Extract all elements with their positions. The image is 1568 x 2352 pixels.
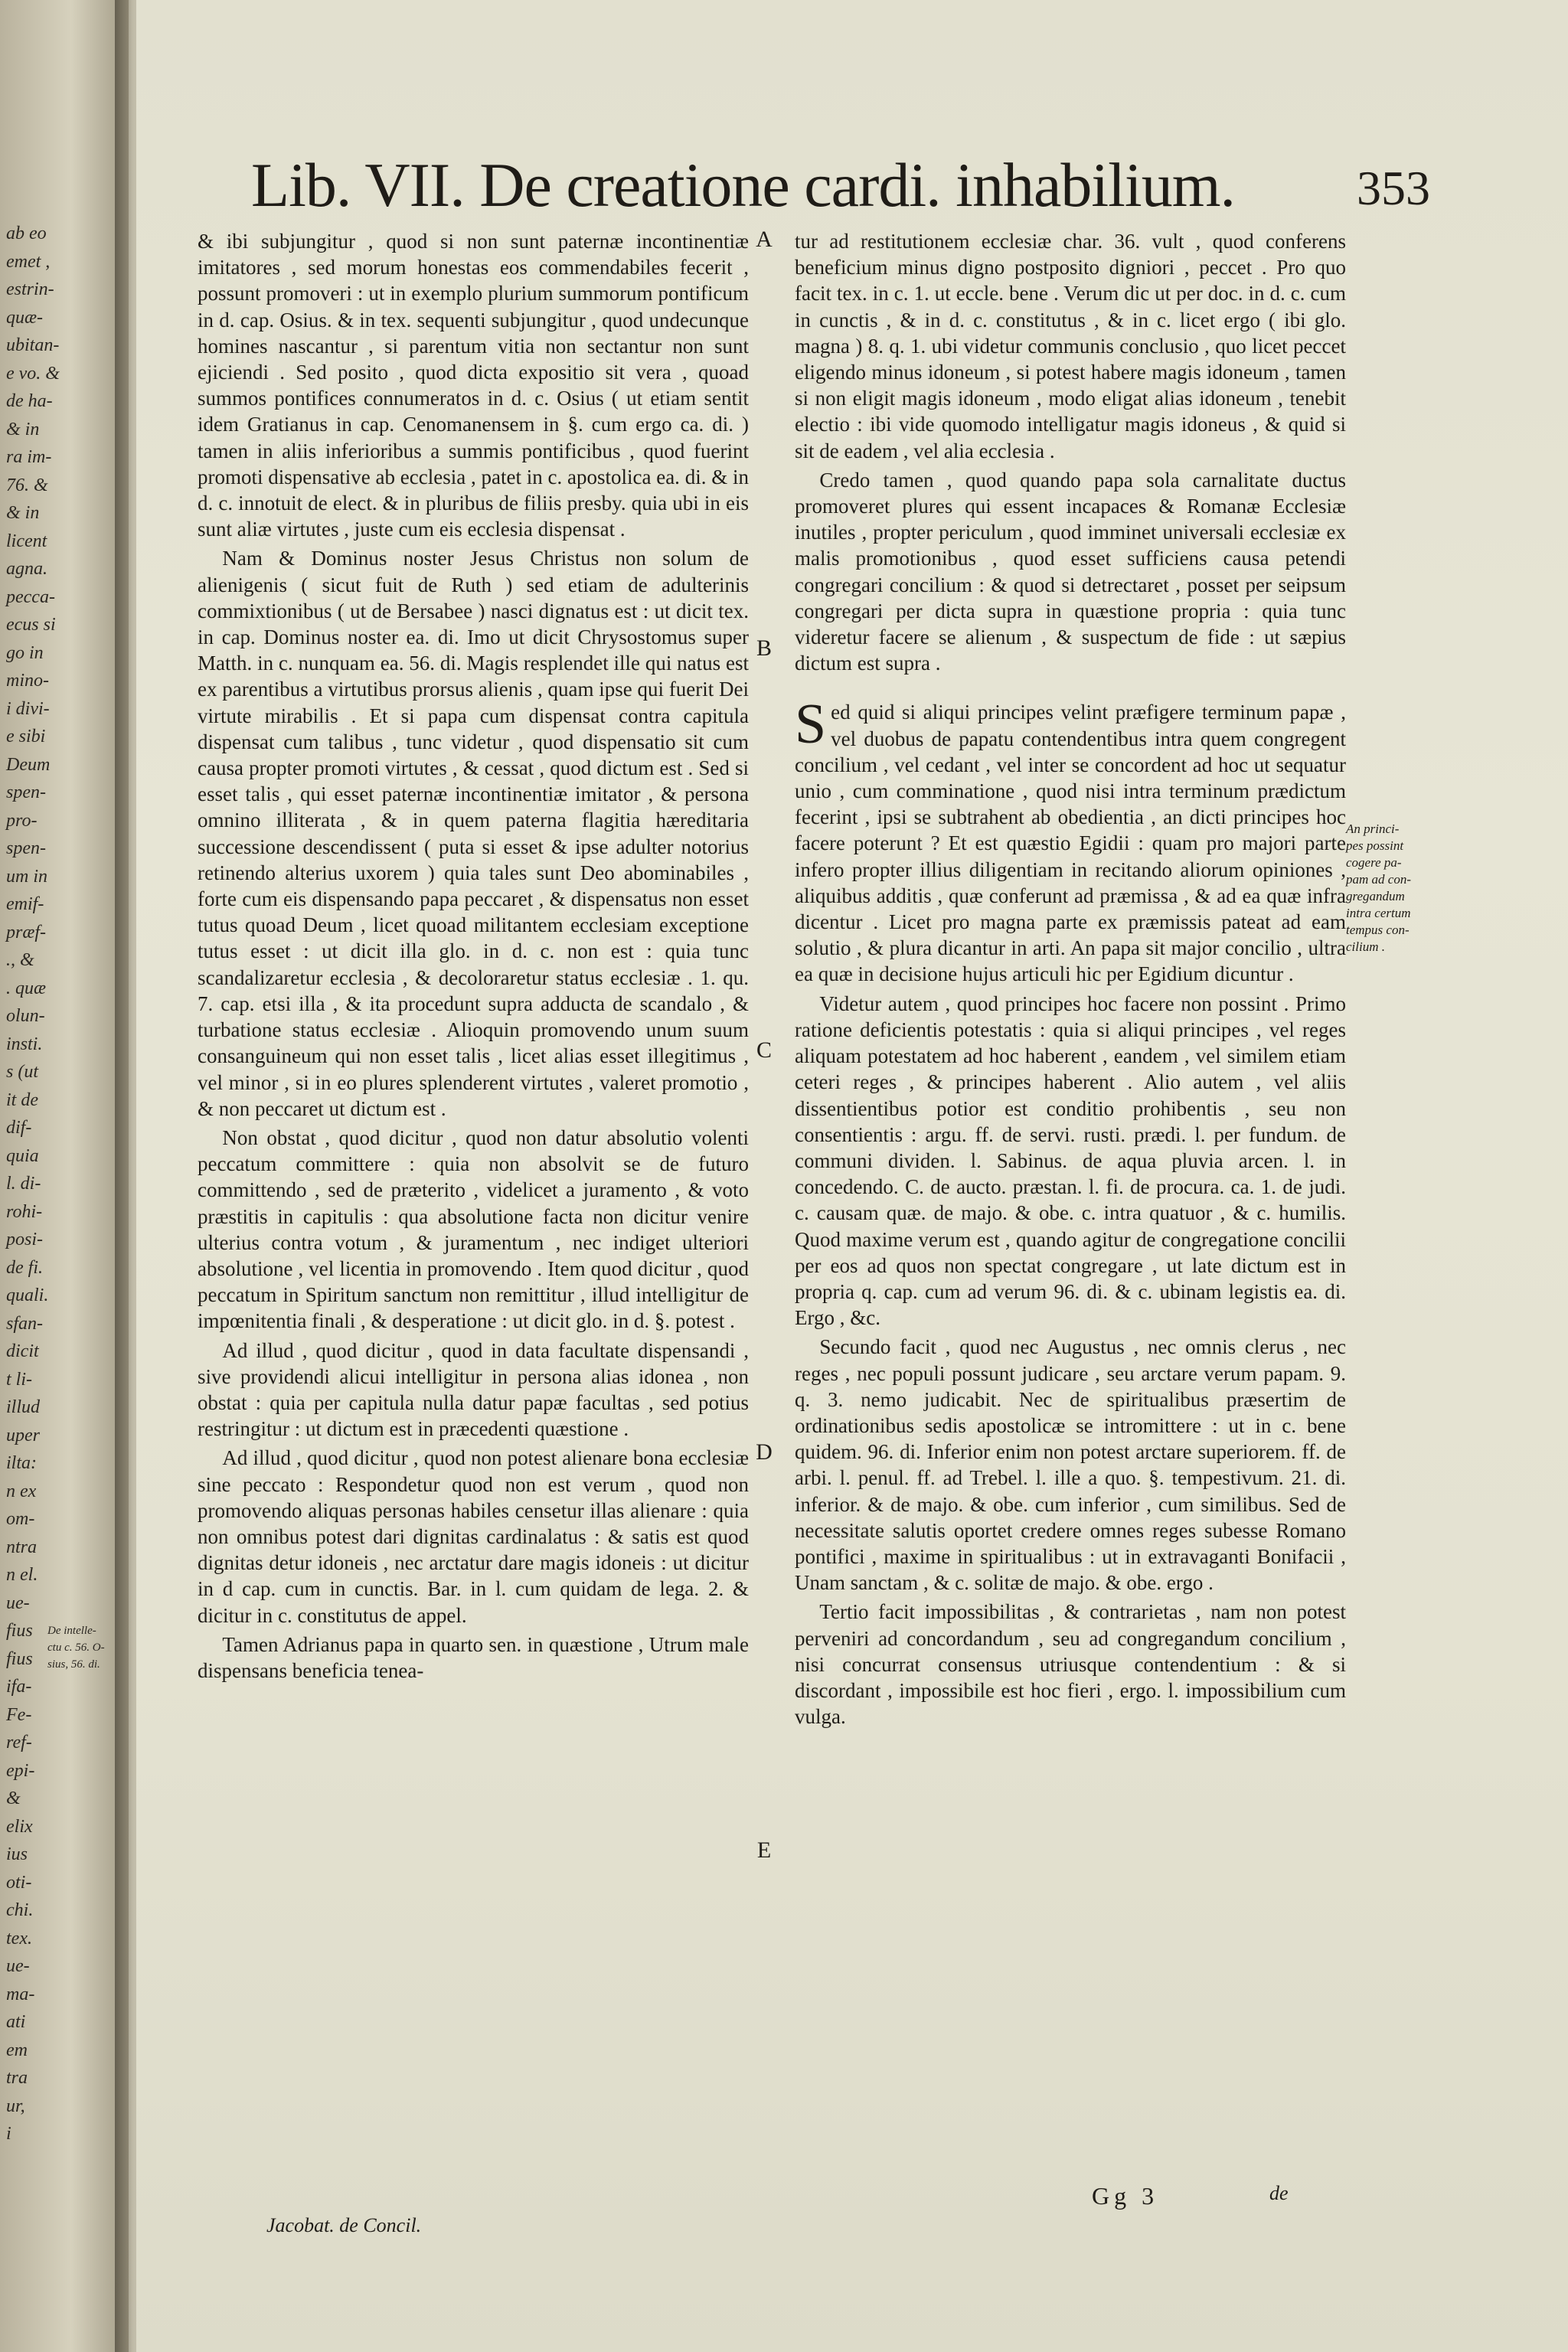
previous-page-fragment: quia [6, 1145, 39, 1166]
margin-note-line: intra certum [1346, 906, 1411, 920]
previous-page-fragment: ati [6, 2012, 26, 2032]
margin-letter-d: D [756, 1439, 773, 1465]
previous-page-margin-note: sius, 56. di. [47, 1658, 100, 1671]
previous-page-fragment: fius [6, 1648, 33, 1669]
previous-page-fragment: ifa- [6, 1677, 32, 1697]
catchword-left: Jacobat. de Concil. [266, 2214, 422, 2236]
previous-page-fragment: spen- [6, 838, 46, 858]
margin-note-line: tempus con- [1346, 923, 1410, 937]
previous-page-fragment: emet , [6, 251, 51, 272]
previous-page-fragment: spen- [6, 782, 46, 802]
previous-page-fragment: epi- [6, 1760, 35, 1781]
previous-page-fragment: olun- [6, 1006, 45, 1026]
paragraph: & ibi subjungitur , quod si non sunt paternæ incontinentiæ imitatores , sed morum honestas eos commendabiles fecerit , possunt promoveri : ut in exemplo plurium summorum pontificum in d. cap. Osius. & in tex. sequenti subjungitur , quod undecunque homines nascantur , si parentum vitia non sectantur non sunt ejiciendi . Sed posito , quod dicta expositio sit vera , quoad summos pontifices connumeratos in d. c. Osius ( ut etiam sentit idem Gratianus in cap. Cenomanensem in §. cum ergo ca. di. ) tamen in aliis inferioribus a summis pontificibus , quod fuerint promoti dispensative ab ecclesia , patet in c. apostolica ea. di. & in d. c. innotuit de elect. & in pluribus de filiis presby. quia ubi in eis sunt aliæ virtutes , juste cum eis ecclesia dispensat . [198, 230, 749, 541]
drop-cap: S [795, 693, 827, 756]
previous-page-fragment: insti. [6, 1034, 43, 1054]
previous-page-fragment: dif- [6, 1118, 32, 1138]
previous-page-fragment: ntra [6, 1537, 38, 1557]
previous-page-fragment: rohi- [6, 1201, 43, 1222]
signature-mark: Gg 3 [1092, 2182, 1159, 2210]
previous-page-fragment: & [6, 1788, 21, 1808]
previous-page-fragment: i [6, 2124, 11, 2144]
left-column [198, 228, 749, 1687]
previous-page-fragment: ue- [6, 1592, 30, 1613]
previous-page-fragment: estrin- [6, 279, 54, 299]
previous-page-fragment: quæ- [6, 307, 43, 328]
previous-page-margin-note: ctu c. 56. O- [47, 1642, 105, 1654]
previous-page-fragment: ius [6, 1844, 28, 1864]
previous-page-fragment: licent [6, 531, 47, 551]
book-page [136, 0, 1568, 2352]
paragraph: Nam & Dominus noster Jesus Christus non solum de alienigenis ( sicut fuit de Ruth ) sed etiam de adulterinis commixtionibus ( ut de Bersabee ) nasci dignatus est : ut dicit tex. in cap. Dominus noster ea. di. Imo ut dicit Chrysostomus super Matth. in c. nunquam ea. 56. di. Magis resplendet ille qui natus est ex parentibus a virtutibus prorsus alienis , quam ipse qui fuerit Dei virtute mirabilis . Et si papa cum dispensat contra capitula dispensat cum talibus , tunc videtur , quod dispensatio sit cum causa propter promoti virtutes , & cessat , quod dictum est . Sed si esset talis , qui esset paternæ incontinentiæ imitator , & persona omnino illiterata , & in quem paterna flagitia hæreditaria successione descendissent ( puta si esset & ipse adulter notorius retinendo alterius uxorem ) quia tales sunt Deo abominabiles , forte cum eis dispensando papa peccaret , & dispensatus non esset tutus quoad Deum , licet quoad militantem ecclesiam exceptione tutus esset : ut dicit illa glo. in d. c. non est : quia tunc scandalizaretur ecclesia , & decoloraretur status ecclesiæ . 1. qu. 7. cap. etsi illa , & ita procedunt supra adducta de scandalo , & turbatione status ecclesiæ . Alioquin promovendo unum suum consanguineum qui non esset talis , licet alias esset illegitimus , vel minor , si in eo plures splenderent virtutes , valeret promotio , & non peccaret ut dictum est . [198, 547, 749, 1120]
previous-page-fragment: um in [6, 866, 47, 887]
previous-page-fragment: illud [6, 1397, 41, 1417]
paragraph: Videtur autem , quod principes hoc facere non possint . Primo ratione deficientis potestatis : quia si aliqui principes , vel reges aliquam potestatem ad hoc haberent , eandem , vel similem etiam ceteri reges , & principes haberent . Alio autem , vel aliis dissentientibus potior est conditio prohibentis , seu non consentientis : argu. ff. de servi. rusti. prædi. l. per fundum. de communi dividen. l. Sabinus. de aqua pluvia arcen. l. in concedendo. C. de aucto. præstan. l. fi. de procura. ca. 1. de judi. c. causam quæ. de majo. & obe. c. intra quatuor , & c. humilis. Quod maxime verum est , quando agitur de congregatione concilii per eos ad quos non spectat congregare , ut late dictum est in propria q. cap. cum ad verum 96. di. & c. ubinam legistis ea. di. Ergo , &c. [795, 991, 1346, 1330]
previous-page-fragment: ab eo [6, 224, 47, 243]
previous-page-fragment: ., & [6, 950, 34, 970]
previous-page-fragment: mino- [6, 671, 49, 691]
previous-page-fragment: pro- [6, 810, 38, 831]
running-title: Lib. VII. De creatione cardi. inhabilium. [251, 150, 1235, 220]
paragraph-with-dropcap [795, 693, 1346, 987]
previous-page-fragment: fius [6, 1621, 33, 1641]
previous-page-fragment: oti- [6, 1872, 32, 1893]
previous-page-fragment: posi- [6, 1230, 43, 1250]
previous-page-fragment: elix [6, 1816, 33, 1837]
margin-note [1346, 821, 1446, 956]
previous-page-fragment: it de [6, 1089, 38, 1110]
previous-page-fragment: ue- [6, 1956, 30, 1976]
page-header [251, 147, 1430, 231]
previous-page-fragment: s (ut [6, 1062, 38, 1082]
margin-letter-c: C [756, 1037, 772, 1063]
previous-page-fragment: de fi. [6, 1257, 43, 1278]
previous-page-fragment: go in [6, 642, 44, 663]
previous-page-fragment: chi. [6, 1900, 34, 1920]
paragraph: Secundo facit , quod nec Augustus , nec omnis clerus , nec reges , nec populi possunt judicare , seu arctare verum papam. 9. q. 3. nemo judicabit. Nec de spiritualibus præsertim de ordinationibus sedis apostolicæ se intromittere : ut in c. bene quidem. 96. di. Inferior enim non potest arctare superiorem. ff. de arbi. l. penul. ff. ad Trebel. l. ille a quo. §. tempestivum. 21. di. inferior. & de majo. & obe. cum inferior , cum similibus. Sed de necessitate salutis oportet credere omnes reges subesse Romano pontifici , maxime in spiritualibus : ut in extravaganti Bonifacii , Unam sanctam , & c. solitæ de majo. & obe. ergo . [795, 1335, 1346, 1595]
paragraph: Tamen Adrianus papa in quarto sen. in quæstione , Utrum male dispensans beneficia tenea- [198, 1632, 749, 1682]
previous-page-fragment: ref- [6, 1733, 32, 1753]
previous-page-fragment: ecus si [6, 615, 56, 635]
paragraph: Non obstat , quod dicitur , quod non datur absolutio volenti peccatum committere : quia non absolvit se de futuro committendo , sed de præterito , videlicet a juramento , & voto præstitis in capitulis : qua absolutione facta non dicitur venire ulterius contra votum , & juramentum , nec indiget ulteriori absolutione , vel licentia in promovendo . Item quod dicitur , quod peccatum in Spiritum sanctum non remittitur , illud intelligitur de impœnitentia finali , & desperatione : ut dicit glo. in d. §. potest . [198, 1125, 749, 1333]
margin-note-line: pam ad con- [1346, 872, 1411, 887]
paragraph: Ad illud , quod dicitur , quod in data facultate dispensandi , sive providendi alicui intelligitur in persona alias idonea , non obstat : quia per capitula nulla datur papæ facultas , sed potius restringitur : ut dictum est in præcedenti quæstione . [198, 1338, 749, 1441]
previous-page-fragment: ma- [6, 1984, 35, 2004]
previous-page-fragment: de ha- [6, 391, 53, 411]
previous-page-fragment: quali. [6, 1285, 49, 1305]
previous-page-fragment: sfan- [6, 1313, 43, 1334]
previous-page-fragment: om- [6, 1509, 35, 1529]
previous-page-fragment: 76. & [6, 475, 48, 495]
previous-page-edge [0, 0, 129, 2352]
catchword-right: de [1269, 2182, 1289, 2204]
previous-page-fragment: Deum [6, 754, 51, 775]
previous-page-fragment: uper [6, 1425, 40, 1446]
previous-page-fragment: & in [6, 503, 40, 523]
previous-page-fragment: e vo. & [6, 363, 60, 384]
right-column [795, 228, 1346, 1733]
previous-page-fragment: e sibi [6, 727, 46, 746]
previous-page-fragment: n ex [6, 1481, 37, 1501]
previous-page-margin-note: De intelle- [47, 1625, 96, 1637]
previous-page-fragment: l. di- [6, 1174, 41, 1194]
previous-page-fragment: pecca- [6, 586, 55, 607]
previous-page-fragment: ur, [6, 2096, 25, 2116]
paragraph: Ad illud , quod dicitur , quod non potest alienare bona ecclesiæ sine peccato : Respondetur quod non est verum , quod non promovendo aliquas personas habiles censetur illas alienare : quia non omnibus potest dari dignitas cardinalatus : & satis est quod dignitas detur idoneis , nec arctatur dare magis idoneis : ut dicitur in d cap. cum in cunctis. Bar. in l. cum quidam de lega. 2. & dicitur in c. constitutus de appel. [198, 1446, 749, 1627]
margin-note-line: cogere pa- [1346, 855, 1402, 870]
margin-letter-e: E [756, 1838, 772, 1863]
previous-page-fragment: tra [6, 2068, 28, 2088]
margin-note-line: gregandum [1346, 889, 1405, 903]
previous-page-fragment: em [6, 2040, 28, 2060]
paragraph-text: ed quid si aliqui principes velint præfigere terminum papæ , vel duobus de papatu contendentibus intra quem congregent concilium , vel cedant , vel inter se concordent ad hoc ut sequatur unio , cum comminatione , quod nisi intra terminum prædictum fecerint , ipsi se subtrahent ab obedientia , an dicti principes hoc facere poterunt ? Et est quæstio Egidii : quam pro majori parte infero propter illius diligentiam in recitando aliorum opiniones , aliquibus additis , quæ conferunt ad præmissa , & ad ea quæ infra dicentur . Licet pro magna parte ex præmissis pateat ad eam solutio , & plura dicantur in arti. An papa sit major concilio , ultra ea quæ in decisione hujus articuli hic per Egidium dicuntur . [795, 701, 1346, 986]
previous-page-fragment: & in [6, 419, 40, 439]
margin-letter-a: A [756, 227, 773, 252]
previous-page-fragment: ra im- [6, 447, 52, 467]
previous-page-fragment: præf- [6, 922, 47, 942]
previous-page-fragment: n el. [6, 1565, 38, 1585]
previous-page-fragment: t li- [6, 1369, 32, 1390]
margin-note-line: pes possint [1346, 838, 1404, 853]
page-number: 353 [1357, 161, 1430, 215]
previous-page-fragment: i divi- [6, 698, 50, 719]
paragraph: tur ad restitutionem ecclesiæ char. 36. vult , quod conferens beneficium minus digno postposito digniori , peccet . Pro quo facit tex. in c. 1. ut eccle. bene . Verum dic ut per doc. in d. c. cum in cunctis , & in d. c. constitutus , & in c. licet ergo ( ibi glo. magna ) 8. q. 1. ubi videtur communis conclusio , quo licet peccet eligendo minus idoneum , si potest habere magis idoneum , tamen si non eligit magis idoneum , modo eligat alias idoneum , tenebit electio : ibi vide quomodo intelligatur magis idoneus , & quid si sit de eadem , vel alia ecclesia . [795, 230, 1346, 462]
previous-page-fragment: agna. [6, 559, 47, 579]
margin-note-line: An princi- [1346, 822, 1400, 836]
previous-page-fragment: tex. [6, 1928, 32, 1949]
previous-page-fragment: ubitan- [6, 335, 60, 355]
paragraph: Credo tamen , quod quando papa sola carnalitate ductus promoveret plures qui essent incapaces & Romanæ Ecclesiæ inutiles , propter periculum , quod imminet universali ecclesiæ ex malis promotionibus , quod esset sufficiens causa petendi congregari concilium : & quod si detrectaret , posset per seipsum congregari per dicta supra in quæstione propria : quia tunc videretur facere se alienum , & suspectum de fide : ut sæpius dictum est supra . [795, 468, 1346, 675]
previous-page-fragment: dicit [6, 1341, 39, 1361]
paragraph: Tertio facit impossibilitas , & contrarietas , nam non potest perveniri ad concordandum , seu ad congregandum concilium , nisi concurrat consensus utriusque contendentium : & si discordant , impossibile est hoc fieri , ergo. l. impossibilium cum vulga. [795, 1600, 1346, 1729]
previous-page-fragment: emif- [6, 894, 44, 914]
previous-page-fragment: Fe- [6, 1704, 32, 1725]
margin-letter-b: B [756, 635, 772, 661]
previous-page-fragment: . quæ [6, 978, 47, 998]
margin-note-line: cilium . [1346, 939, 1385, 954]
previous-page-fragment: ilta: [6, 1453, 37, 1473]
